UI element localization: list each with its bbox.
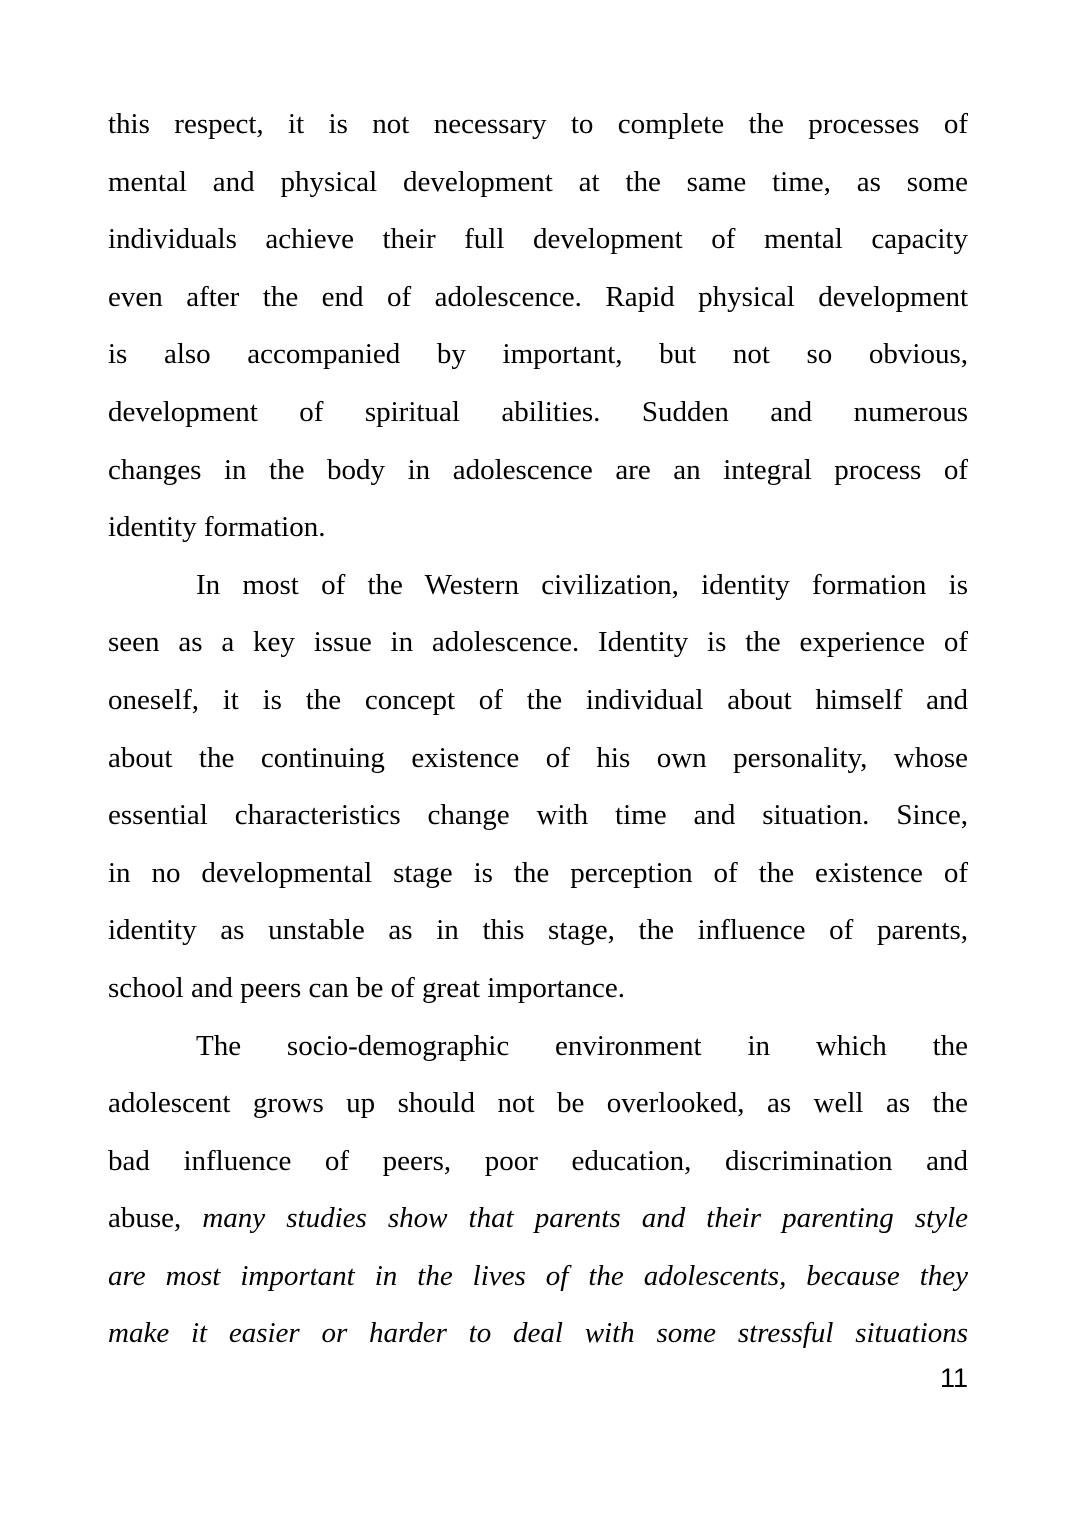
- text-segment: changes in the body in adolescence are an integral process of: [108, 453, 968, 486]
- text-line: [108, 1248, 968, 1306]
- text-segment: identity as unstable as in this stage, the influence of parents,: [108, 914, 968, 947]
- text-line: [108, 499, 968, 557]
- paragraph: [108, 1018, 968, 1364]
- text-segment: in no developmental stage is the perception of the existence of: [108, 856, 968, 889]
- text-line: [108, 845, 968, 903]
- text-segment: seen as a key issue in adolescence. Identity is the experience of: [108, 626, 968, 659]
- text-segment: adolescent grows up should not be overlooked, as well as the: [108, 1087, 968, 1120]
- text-segment: development of spiritual abilities. Sudden and numerous: [108, 395, 968, 428]
- text-line: [108, 1133, 968, 1191]
- text-segment: abuse,: [108, 1202, 203, 1235]
- text-segment: The socio-demographic environment in which the: [196, 1029, 968, 1062]
- text-line: [108, 154, 968, 212]
- italic-text-segment: are most important in the lives of the adolescents, because they: [108, 1259, 968, 1292]
- text-line: [108, 1075, 968, 1133]
- text-line: [108, 557, 968, 615]
- text-segment: oneself, it is the concept of the individual about himself and: [108, 683, 968, 716]
- text-segment: is also accompanied by important, but not so obvious,: [108, 338, 968, 371]
- text-segment: identity formation.: [108, 511, 326, 544]
- text-line: [108, 384, 968, 442]
- text-segment: individuals achieve their full development of mental capacity: [108, 223, 968, 256]
- text-line: [108, 960, 968, 1018]
- text-line: [108, 1190, 968, 1248]
- paragraph: [108, 557, 968, 1018]
- text-segment: In most of the Western civilization, identity formation is: [196, 568, 968, 601]
- text-line: [108, 1018, 968, 1076]
- text-segment: even after the end of adolescence. Rapid physical development: [108, 280, 968, 313]
- text-segment: bad influence of peers, poor education, discrimination and: [108, 1144, 968, 1177]
- text-line: [108, 269, 968, 327]
- text-line: [108, 902, 968, 960]
- italic-text-segment: many studies show that parents and their parenting style: [202, 1202, 968, 1235]
- text-segment: mental and physical development at the same time, as some: [108, 165, 968, 198]
- text-segment: about the continuing existence of his own personality, whose: [108, 741, 968, 774]
- text-line: [108, 96, 968, 154]
- text-line: [108, 442, 968, 500]
- text-segment: this respect, it is not necessary to complete the processes of: [108, 108, 968, 140]
- text-segment: school and peers can be of great importance.: [108, 971, 625, 1004]
- body-text: [108, 96, 968, 1363]
- italic-text-segment: make it easier or harder to deal with some stressful situations: [108, 1317, 968, 1350]
- page-number: 11: [939, 1363, 968, 1393]
- text-line: [108, 730, 968, 788]
- text-line: [108, 1305, 968, 1363]
- text-line: [108, 614, 968, 672]
- text-segment: essential characteristics change with time and situation. Since,: [108, 799, 968, 832]
- text-line: [108, 211, 968, 269]
- text-line: [108, 672, 968, 730]
- text-line: [108, 787, 968, 845]
- text-line: [108, 326, 968, 384]
- paragraph: [108, 96, 968, 557]
